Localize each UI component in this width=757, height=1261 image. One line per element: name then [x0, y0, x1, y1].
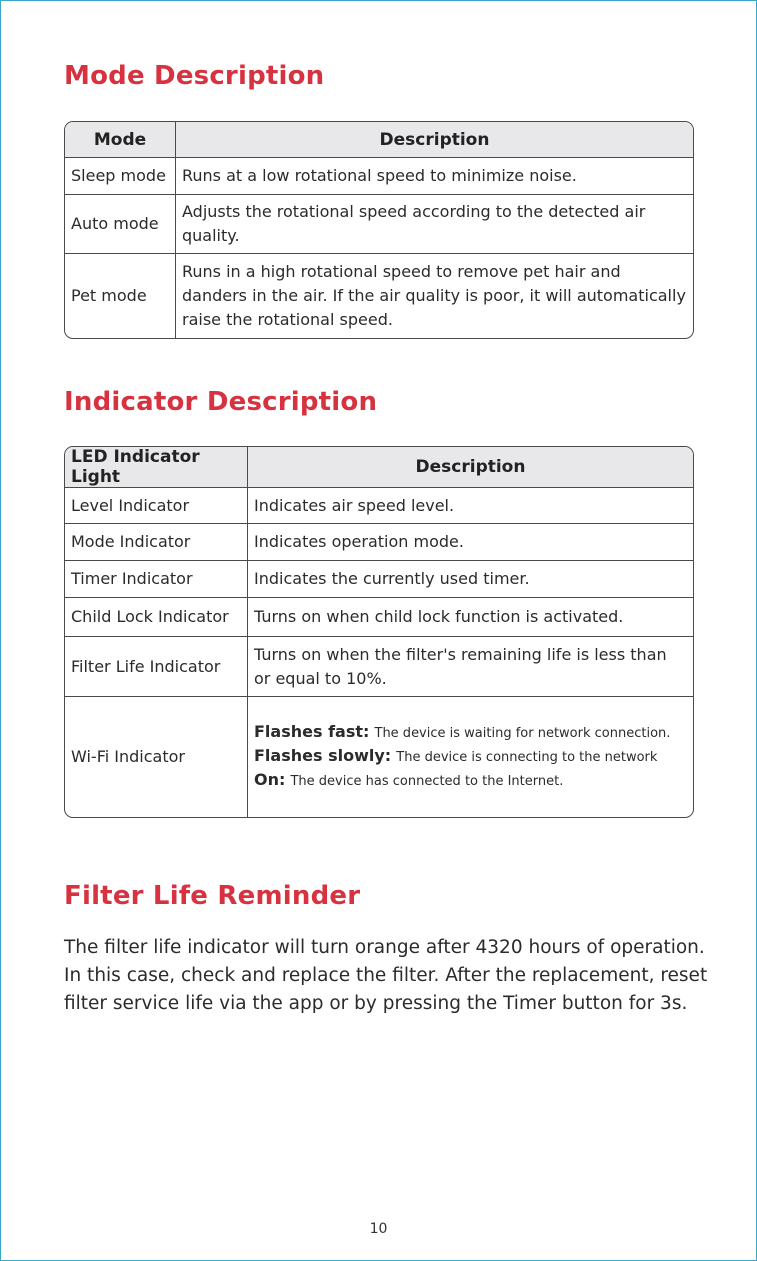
table-row	[65, 697, 693, 817]
table-row	[65, 488, 693, 524]
mode-name: Auto mode	[65, 195, 176, 254]
indicator-description: Indicates operation mode.	[248, 524, 693, 561]
indicator-name: Level Indicator	[65, 488, 248, 524]
mode-description: Runs in a high rotational speed to remove pet hair and danders in the air. If the air quality is poor, it will automatically raise the rotational speed.	[182, 262, 686, 329]
mode-table	[64, 121, 694, 339]
indicator-name: Child Lock Indicator	[65, 598, 248, 637]
led-light-column-header: LED Indicator Light	[65, 447, 248, 488]
table-row	[65, 254, 693, 338]
indicator-description: Indicates the currently used timer.	[248, 561, 693, 598]
flashes-fast-label: Flashes fast:	[254, 722, 370, 741]
mode-name: Pet mode	[65, 254, 176, 338]
mode-name: Sleep mode	[65, 158, 176, 195]
flashes-slowly-text: The device is connecting to the network	[396, 750, 658, 765]
on-label: On:	[254, 770, 286, 789]
table-row	[65, 524, 693, 561]
mode-table-header	[65, 122, 693, 158]
indicator-section-title: Indicator Description	[64, 387, 378, 417]
wifi-indicator-description	[248, 697, 693, 817]
mode-column-header: Mode	[65, 122, 176, 158]
mode-description: Runs at a low rotational speed to minimize noise.	[176, 158, 693, 195]
on-text: The device has connected to the Internet.	[290, 774, 564, 789]
filter-life-paragraph: The filter life indicator will turn orange after 4320 hours of operation. In this case, check and replace the filter. After the replacement, reset filter service life via the app or by pressing the Timer button for 3s.	[64, 937, 708, 1014]
table-row	[65, 158, 693, 195]
mode-description: Adjusts the rotational speed according to the detected air quality.	[176, 195, 693, 254]
flashes-slowly-label: Flashes slowly:	[254, 746, 392, 765]
indicator-table-header	[65, 447, 693, 488]
mode-section-title: Mode Description	[64, 61, 325, 91]
indicator-name: Mode Indicator	[65, 524, 248, 561]
indicator-description: Turns on when the filter's remaining life is less than or equal to 10%.	[248, 637, 693, 697]
indicator-name: Timer Indicator	[65, 561, 248, 598]
description-column-header: Description	[248, 447, 693, 488]
table-row	[65, 637, 693, 697]
filter-section-title: Filter Life Reminder	[64, 881, 361, 911]
table-row	[65, 598, 693, 637]
indicator-name: Wi-Fi Indicator	[65, 697, 248, 817]
page-number: 10	[369, 1221, 388, 1237]
indicator-description: Turns on when child lock function is activated.	[248, 598, 693, 637]
description-column-header: Description	[176, 122, 693, 158]
table-row	[65, 195, 693, 254]
table-row	[65, 561, 693, 598]
flashes-fast-text: The device is waiting for network connection.	[374, 726, 671, 741]
indicator-name: Filter Life Indicator	[65, 637, 248, 697]
indicator-table	[64, 446, 694, 818]
indicator-description: Indicates air speed level.	[248, 488, 693, 524]
